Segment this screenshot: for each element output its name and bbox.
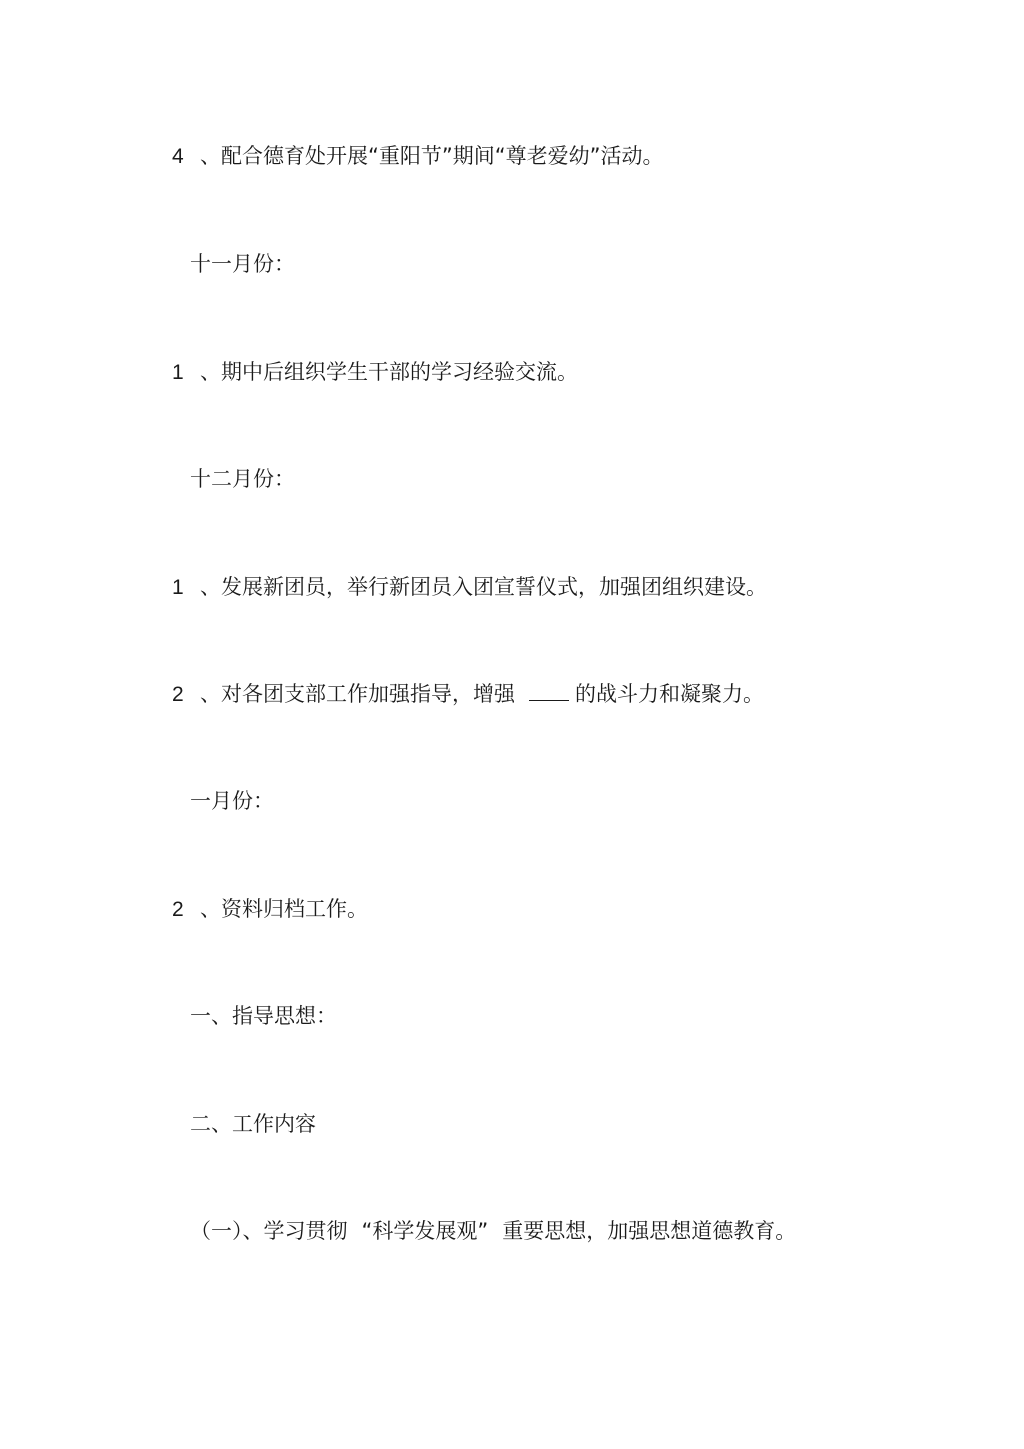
item-number: 1 bbox=[172, 361, 184, 384]
item-text: 、期中后组织学生干部的学习经验交流。 bbox=[200, 360, 578, 384]
subsection-heading bbox=[190, 1217, 796, 1245]
heading-text: 一月份： bbox=[190, 789, 274, 813]
item-number: 2 bbox=[172, 683, 184, 706]
section-heading bbox=[190, 250, 295, 278]
item-number: 1 bbox=[172, 576, 184, 599]
item-text-after: 的战斗力和凝聚力。 bbox=[575, 682, 764, 706]
list-item bbox=[172, 573, 767, 602]
item-text-before: 、对各团支部工作加强指导，增强 bbox=[200, 682, 515, 706]
item-text: 、配合德育处开展“重阳节”期间“尊老爱幼”活动。 bbox=[200, 144, 664, 168]
section-heading bbox=[190, 787, 274, 815]
list-item bbox=[172, 142, 664, 171]
subsection-text-c: 重要思想，加强思想道德教育。 bbox=[502, 1219, 797, 1243]
fill-in-blank bbox=[529, 682, 569, 701]
list-item bbox=[172, 680, 764, 709]
item-text: 、资料归档工作。 bbox=[200, 897, 368, 921]
heading-text: 十二月份： bbox=[190, 467, 295, 491]
list-item bbox=[172, 358, 578, 387]
item-number: 2 bbox=[172, 898, 184, 921]
section-heading bbox=[190, 1002, 337, 1030]
section-heading bbox=[190, 1110, 316, 1138]
subsection-text-a: （一）、学习贯彻 bbox=[190, 1219, 348, 1243]
heading-text: 一、指导思想： bbox=[190, 1004, 337, 1028]
list-item bbox=[172, 895, 368, 924]
subsection-text-b: “科学发展观” bbox=[361, 1219, 489, 1243]
section-heading bbox=[190, 465, 295, 493]
item-text: 、发展新团员，举行新团员入团宣誓仪式，加强团组织建设。 bbox=[200, 575, 767, 599]
heading-text: 十一月份： bbox=[190, 252, 295, 276]
heading-text: 二、工作内容 bbox=[190, 1112, 316, 1136]
item-number: 4 bbox=[172, 145, 184, 168]
